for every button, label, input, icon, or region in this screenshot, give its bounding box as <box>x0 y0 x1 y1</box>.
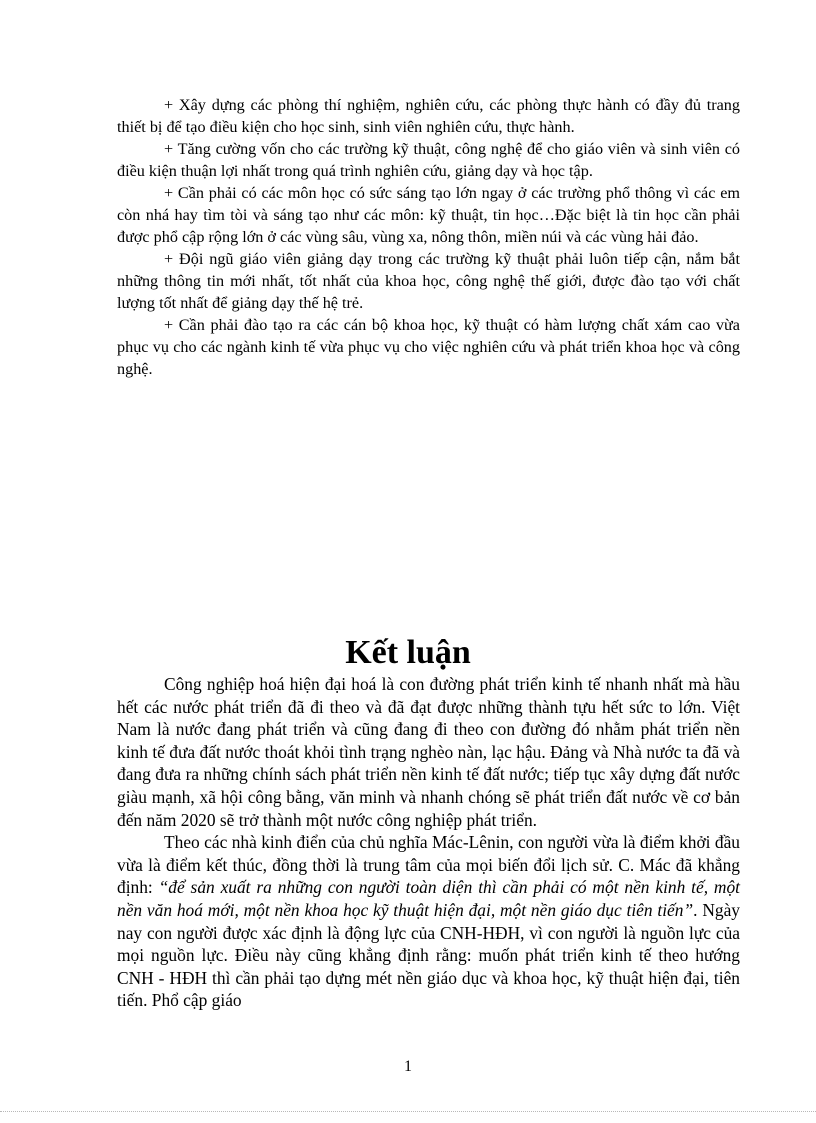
paragraph-teaching-staff: + Đội ngũ giáo viên giảng dạy trong các trường kỹ thuật phải luôn tiếp cận, nắm bắt những thông tin mới nhất, tốt nhất của khoa học, công nghệ thế giới, được đào tạo với chất lượng tốt nhất để giảng dạy thế hệ trẻ. <box>117 250 740 312</box>
page-number: 1 <box>404 1058 412 1075</box>
paragraph-2-continuation: . Ngày nay con người được xác định là động lực của CNH-HĐH, vì con người là nguồn lực của mọi nguồn lực. Điều này cũng khẳng định rằng: muốn phát triển kinh tế theo hướng CNH - HĐH thì cần phải tạo dựng mét nền giáo dục và khoa học, kỹ thuật hiện đại, tiên tiến. Phổ cập giáo <box>117 899 740 1011</box>
recommendations-section <box>117 94 740 380</box>
conclusion-paragraph-1: Công nghiệp hoá hiện đại hoá là con đường phát triển kinh tế nhanh nhất mà hầu hết các nước phát triển đã đi theo và đã đạt được những thành tựu hết sức to lớn. Việt Nam là nước đang phát triển và cũng đang đi theo con đường đó nhằm phát triển nền kinh tế đưa đất nước thoát khỏi tình trạng nghèo nàn, lạc hậu. Đảng và Nhà nước ta đã và đang đưa ra những chính sách phát triển nền kinh tế đất nước; tiếp tục xây dựng đất nước giàu mạnh, xã hội công bằng, văn minh và nhanh chóng sẽ phát triển đất nước về cơ bản đến năm 2020 sẽ trở thành một nước công nghiệp phát triển. <box>117 674 740 830</box>
paragraph-creative-subjects: + Cần phải có các môn học có sức sáng tạo lớn ngay ở các trường phổ thông vì các em còn nhá hay tìm tòi và sáng tạo như các môn: kỹ thuật, tin học…Đặc biệt là tin học cần phải được phổ cập rộng lớn ở các vùng sâu, vùng xa, nông thôn, miền núi và các vùng hải đảo. <box>117 184 740 246</box>
footer-divider <box>0 1111 816 1112</box>
marx-quote: “để sản xuất ra những con người toàn diện thì cần phải có một nền kinh tế, một nền văn hoá mới, một nền khoa học kỹ thuật hiện đại, một nền giáo dục tiên tiến” <box>117 877 740 920</box>
conclusion-paragraph-2 <box>117 831 740 1012</box>
paragraph-laboratories: + Xây dựng các phòng thí nghiệm, nghiên cứu, các phòng thực hành có đầy đủ trang thiết bị để tạo điều kiện cho học sinh, sinh viên nghiên cứu, thực hành. <box>117 96 740 136</box>
paragraph-2-intro: Theo các nhà kinh điển của chủ nghĩa Mác-Lênin, con người vừa là điểm khởi đầu vừa là điểm kết thúc, đồng thời là trung tâm của mọi biến đổi lịch sử. C. Mác đã khẳng định: <box>117 832 740 898</box>
paragraph-funding: + Tăng cường vốn cho các trường kỹ thuật, công nghệ để cho giáo viên và sinh viên có điều kiện thuận lợi nhất trong quá trình nghiên cứu, giảng dạy và học tập. <box>117 140 740 180</box>
conclusion-heading: Kết luận <box>345 634 471 671</box>
conclusion-section <box>117 673 740 1012</box>
paragraph-scientific-cadres: + Cần phải đào tạo ra các cán bộ khoa học, kỹ thuật có hàm lượng chất xám cao vừa phục vụ cho các ngành kinh tế vừa phục vụ cho việc nghiên cứu và phát triển khoa học và công nghệ. <box>117 316 740 378</box>
